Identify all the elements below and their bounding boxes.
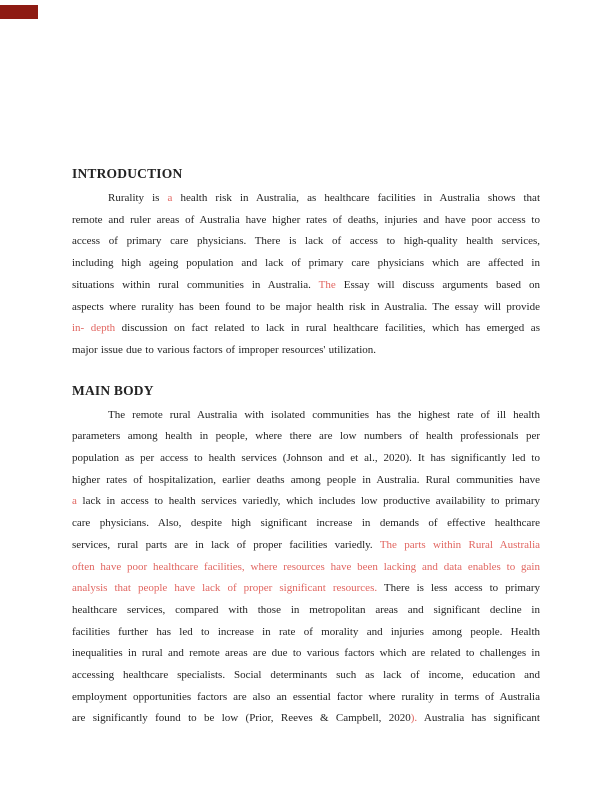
- text-line: [72, 708, 540, 730]
- body-text: situations within rural communities in Australia.: [72, 278, 319, 291]
- section-introduction: [72, 166, 540, 362]
- red-edited-text: in- depth: [72, 322, 116, 335]
- body-text: parameters among health in people, where there are low numbers of health professionals per: [72, 430, 540, 443]
- body-text: discussion on fact related to lack in rural healthcare facilities, which has emerged as: [115, 322, 540, 335]
- main-body-heading: MAIN BODY: [72, 382, 154, 398]
- red-edited-text: ).: [410, 712, 418, 725]
- text-line: [72, 665, 540, 687]
- red-edited-text: The: [318, 278, 336, 291]
- body-text: healthcare services, compared with those in metropolitan areas and significant decline in: [72, 603, 540, 616]
- body-text: care physicians. Also, despite high significant increase in demands of effective healthcare: [72, 517, 540, 530]
- text-line: [72, 535, 540, 557]
- body-text: higher rates of hospitalization, earlier deaths among people in Australia. Rural communities have: [72, 473, 540, 486]
- text-line: [72, 513, 540, 535]
- text-line: [72, 340, 540, 362]
- red-edited-text: often have poor healthcare facilities, where resources have been lacking and data enables to gain: [72, 560, 540, 573]
- body-text: Rurality is: [108, 192, 168, 204]
- red-edited-text: The parts within Rural Australia: [379, 538, 541, 551]
- text-line: [72, 210, 540, 232]
- text-line: [72, 622, 540, 644]
- body-text: There is less access to primary: [377, 582, 540, 595]
- text-line: [72, 275, 540, 297]
- text-line: [72, 253, 540, 275]
- red-edited-text: a: [167, 192, 173, 204]
- body-text: lack in access to health services variedly, which includes low productive availability to primary: [76, 495, 540, 508]
- text-line: [72, 188, 540, 210]
- text-line: [72, 557, 540, 579]
- body-text: employment opportunities factors are also an essential factor where rurality in terms of Australia: [72, 690, 540, 703]
- text-line: [72, 405, 540, 427]
- text-line: [72, 231, 540, 253]
- body-text: Essay will discuss arguments based on: [335, 278, 540, 291]
- body-text: The remote rural Australia with isolated communities has the highest rate of ill health: [108, 408, 540, 421]
- text-line: [72, 491, 540, 513]
- text-line: [72, 318, 540, 340]
- body-text: are significantly found to be low (Prior, Reeves & Campbell, 2020: [72, 712, 411, 725]
- introduction-heading: INTRODUCTION: [72, 166, 183, 181]
- body-text: facilities further has led to increase in rate of morality and injuries among people. Health: [72, 625, 540, 638]
- red-edited-text: analysis that people have lack of proper significant resources.: [72, 582, 378, 595]
- text-line: [72, 687, 540, 709]
- body-text: aspects where rurality has been found to be major health risk in Australia. The essay will provide: [72, 300, 540, 313]
- text-line: [72, 600, 540, 622]
- section-main-body: [72, 383, 540, 731]
- text-line: [72, 297, 540, 319]
- text-line: [72, 426, 540, 448]
- text-line: [72, 643, 540, 665]
- body-text: accessing healthcare specialists. Social determinants such as lack of income, education and: [72, 669, 540, 682]
- body-text: inequalities in rural and remote areas are due to various factors which are related to challenges in: [72, 647, 540, 660]
- body-text: Australia has significant: [417, 712, 540, 725]
- document-content: [72, 166, 540, 730]
- body-text: remote and ruler areas of Australia have higher rates of deaths, injuries and have poor access to: [72, 213, 540, 226]
- text-line: [72, 448, 540, 470]
- body-text: services, rural parts are in lack of proper facilities variedly.: [72, 538, 380, 551]
- text-line: [72, 470, 540, 492]
- body-text: health risk in Australia, as healthcare facilities in Australia shows that: [172, 192, 540, 204]
- body-text: including high ageing population and lack of primary care physicians which are affected in: [72, 257, 540, 270]
- redaction-mark: [0, 5, 38, 19]
- text-line: [72, 578, 540, 600]
- red-edited-text: a: [72, 495, 77, 508]
- main-body-paragraph: [72, 405, 540, 731]
- body-text: access of primary care physicians. There is lack of access to high-quality health services,: [72, 235, 540, 248]
- introduction-paragraph: [72, 188, 540, 362]
- body-text: population as per access to health services (Johnson and et al., 2020). It has significantly led to: [72, 452, 540, 465]
- body-text: major issue due to various factors of improper resources' utilization.: [72, 343, 377, 356]
